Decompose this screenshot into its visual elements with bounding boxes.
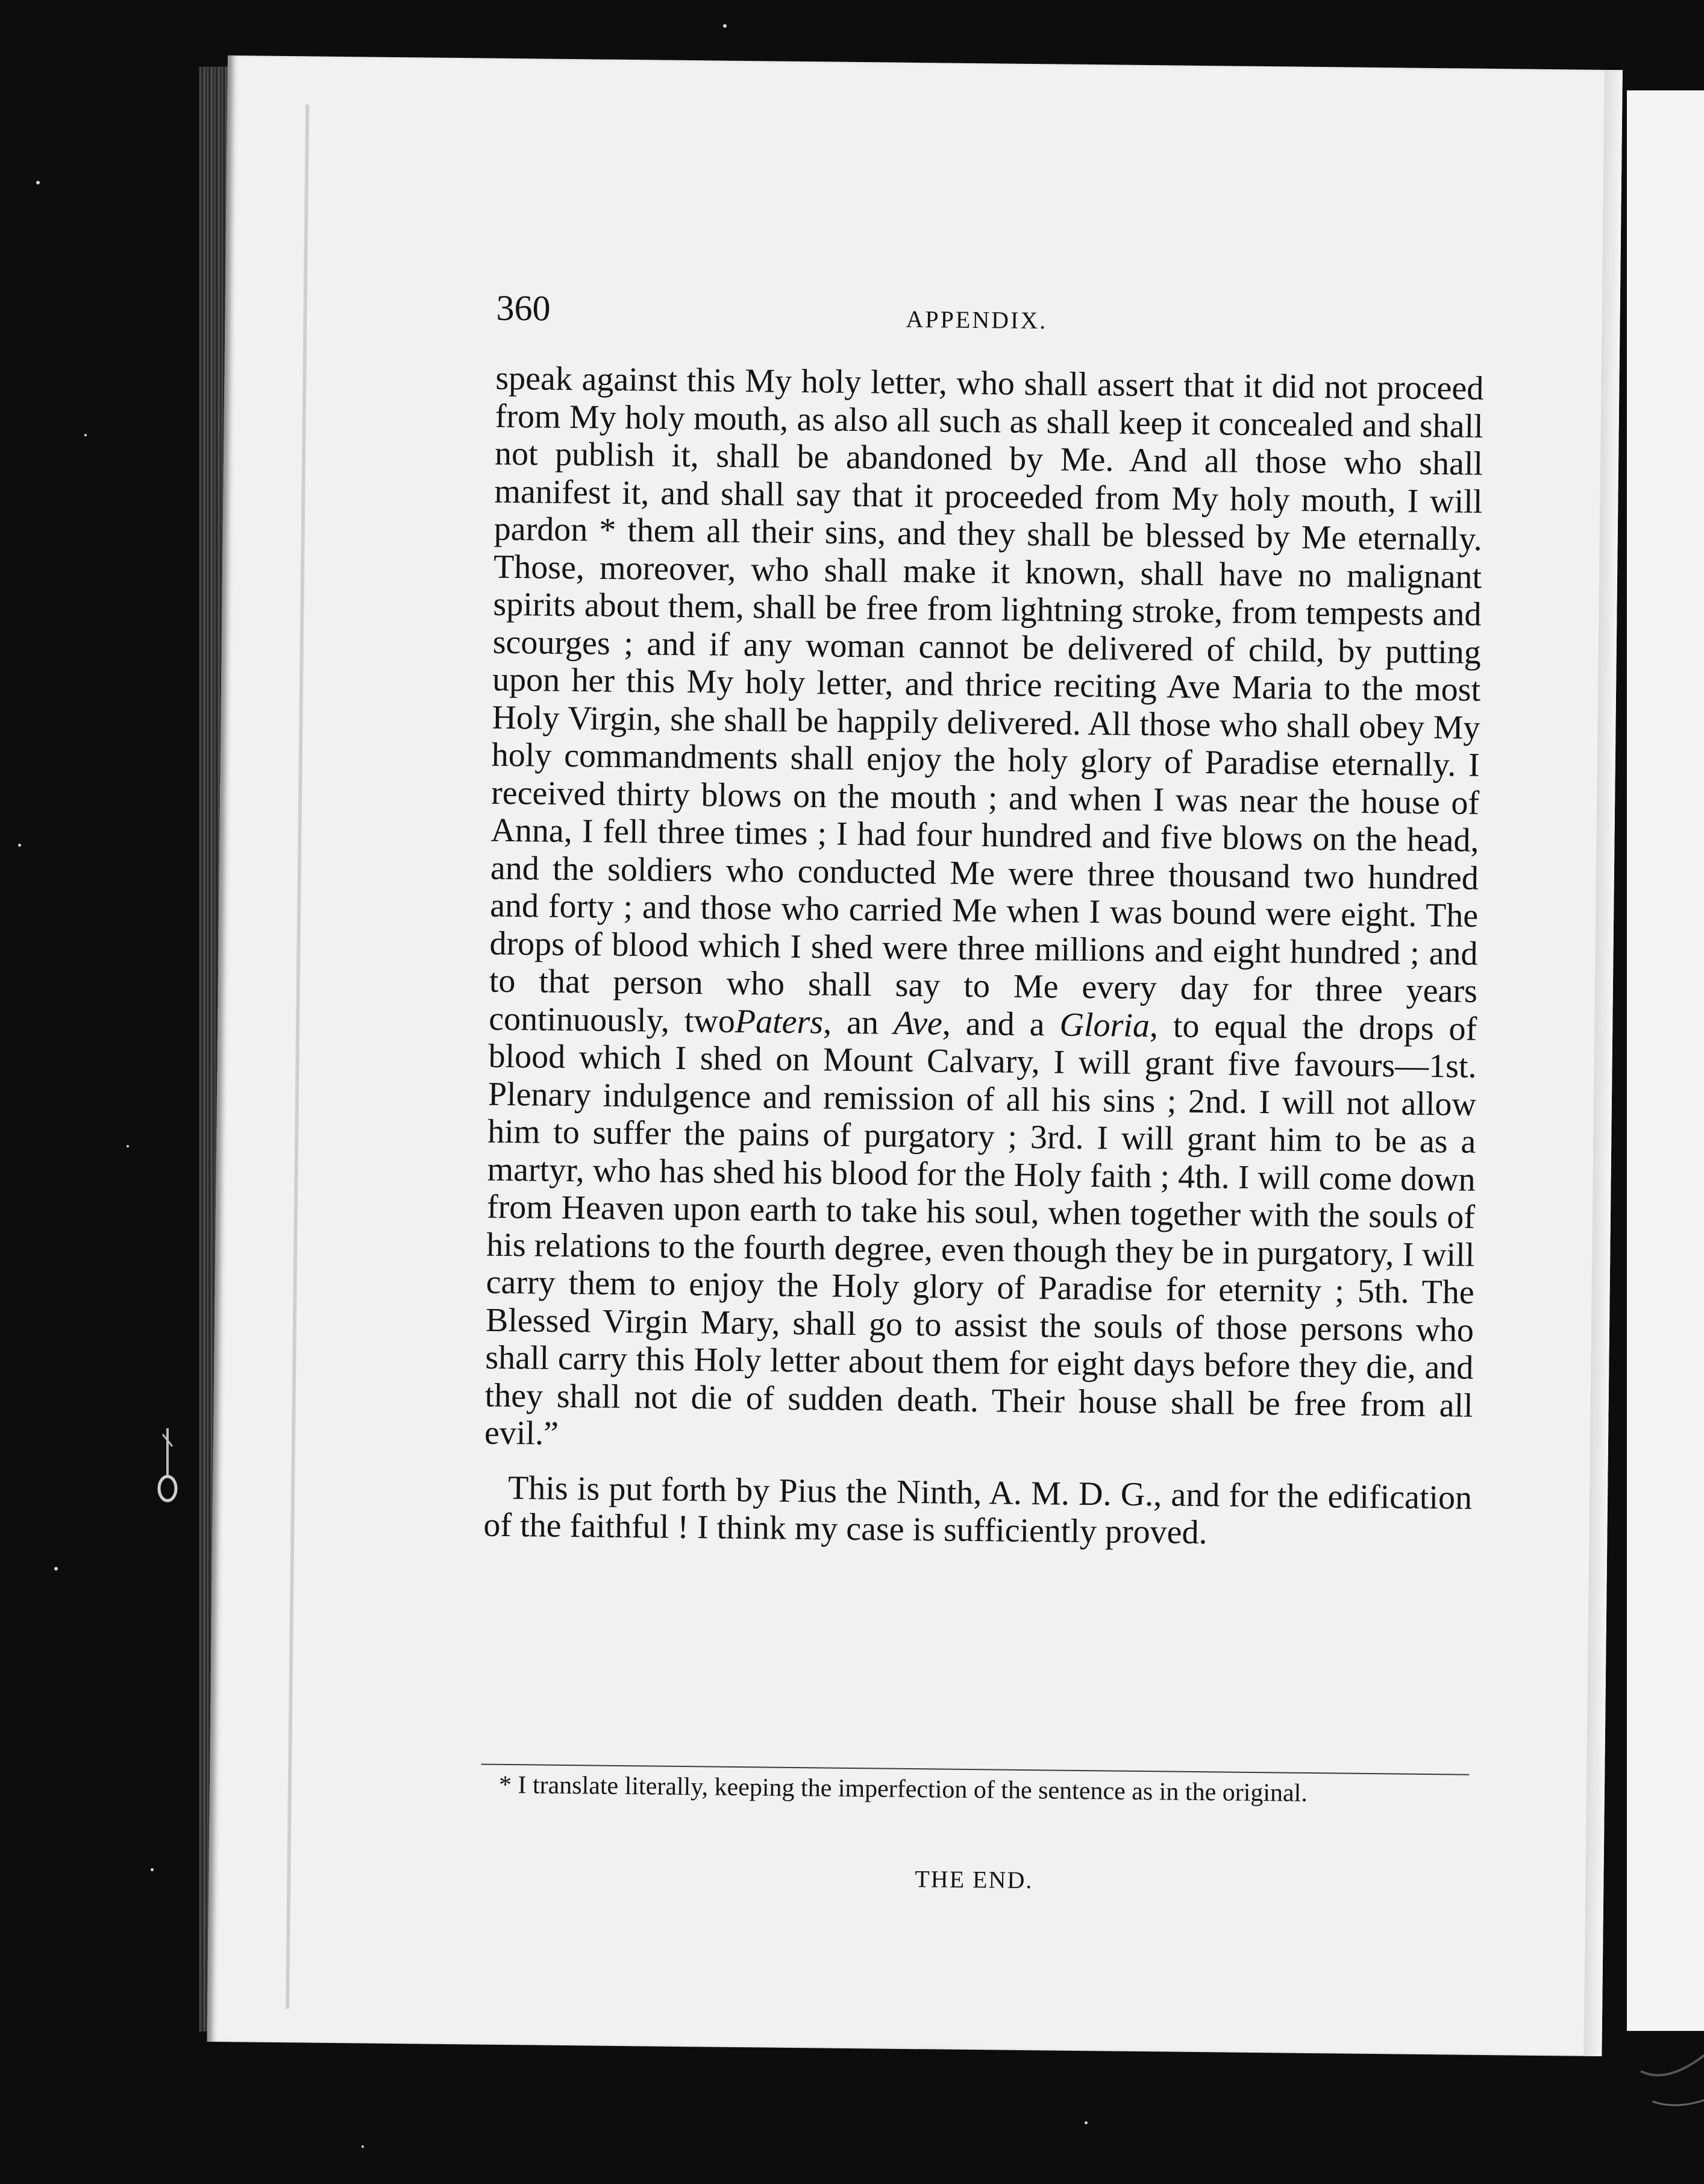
italic-ave: Ave [893, 1004, 943, 1043]
page-margin-shadow [286, 104, 309, 2009]
book-page [207, 55, 1622, 2056]
dust-speck [36, 181, 40, 184]
text-block [483, 287, 1485, 1894]
dust-speck [18, 844, 21, 847]
dust-speck [151, 1868, 154, 1871]
binding-clip-icon [149, 1422, 186, 1513]
paragraph-1-end: , to equal the drops of blood which I shed on Mount Calvary, I will grant five favours—1st. Plenary indulgence and remission of all his sins ; 2nd. I will not allow him to suffer the pains of purgatory ; 3rd. I will grant him to be as a martyr, who has shed his blood for the Holy faith ; 4th. I will come down from Heaven upon earth to take his soul, when together with the souls of his relations to the fourth degree, even though they be in purgatory, I will carry them to enjoy the Holy glory of Paradise for eternity ; 5th. The Blessed Virgin Mary, shall go to assist the souls of those persons who shall carry this Holy letter about them for eight days before they die, and they shall not die of sudden death. Their house shall be free from all evil.” [484, 1006, 1477, 1452]
footnote: * I translate literally, keeping the imperfection of the sentence as in the original. [498, 1771, 1308, 1807]
dust-speck [84, 434, 87, 436]
dust-speck [723, 24, 727, 28]
italic-paters: Paters [735, 1002, 824, 1041]
adjacent-page-edge [1627, 90, 1704, 2031]
dust-speck [127, 1145, 129, 1147]
italic-gloria: Gloria [1059, 1006, 1150, 1044]
page-number: 360 [496, 287, 551, 328]
page-fold-edge [1583, 70, 1623, 2056]
dust-speck [54, 1567, 58, 1571]
running-head: APPENDIX. [906, 305, 1048, 334]
paragraph-1-text: speak against this My holy letter, who shall assert that it did not proceed from My holy mouth, as also all such as shall keep it concealed and shall not publish it, shall be abandoned by Me. And all those who shall manifest it, and shall say that it proceeded from My holy mouth, I will pardon * them all their sins, and they shall be blessed by Me eternally. Those, moreover, who shall make it known, shall have no malignant spirits about them, shall be free from lightning stroke, from tempests and scourges ; and if any woman cannot be delivered of child, by putting upon her this My holy letter, and thrice reciting Ave Maria to the most Holy Virgin, she shall be happily delivered. All those who shall obey My holy commandments shall enjoy the holy glory of Paradise eternally. I received thirty blows on the mouth ; and when I was near the house of Anna, I fell three times ; I had four hundred and five blows on the head, and the soldiers who conducted Me were three thousand two hundred and forty ; and those who carried Me when I was bound were eight. The drops of blood which I shed were three millions and eight hundred ; and to that person who shall say to Me every day for three years continuously, two [488, 359, 1484, 1040]
pencil-mark-icon [1628, 1981, 1704, 2115]
dust-speck [362, 2145, 364, 2148]
paragraph-1-connector: , an [822, 1003, 894, 1042]
paragraph-2: This is put forth by Pius the Ninth, A. M. D. G., and for the edification of the faithful ! I think my case is sufficiently proved. [483, 1469, 1473, 1552]
paragraph-1 [484, 360, 1484, 1463]
body-text [483, 360, 1483, 1555]
paragraph-1-connector: , and a [942, 1005, 1060, 1044]
closing-the-end: THE END. [915, 1865, 1033, 1894]
dust-speck [1085, 2121, 1088, 2124]
